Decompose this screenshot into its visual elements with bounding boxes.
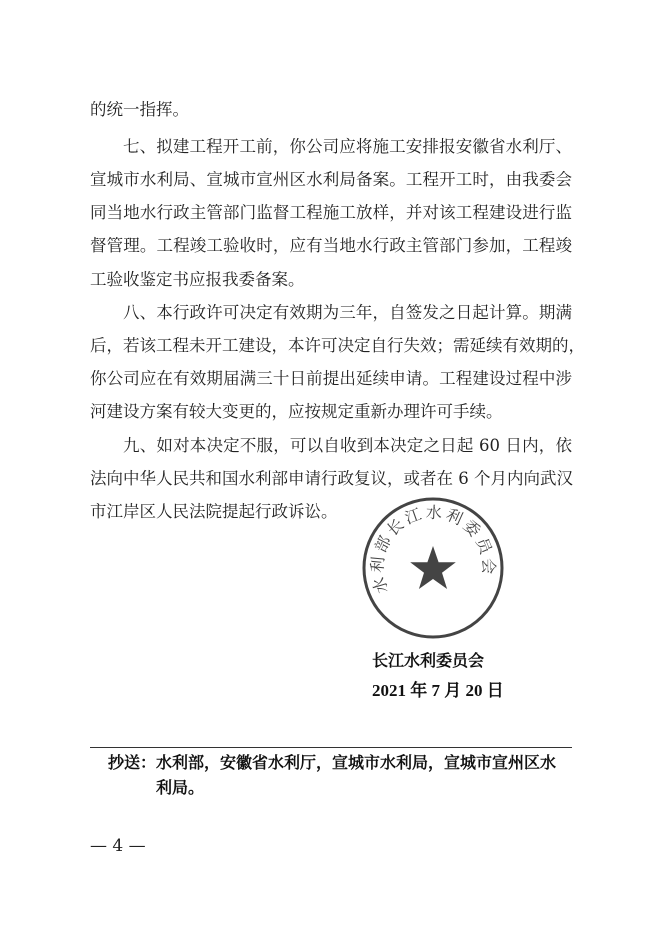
paragraph-line: 督管理。工程竣工验收时，应有当地水行政主管部门参加，工程竣 xyxy=(90,236,572,255)
paragraph-line: 的统一指挥。 xyxy=(90,100,189,119)
signature-date: 2021 年 7 月 20 日 xyxy=(372,681,504,700)
paragraph-line: 市江岸区人民法院提起行政诉讼。 xyxy=(90,502,338,521)
page-number: — 4 — xyxy=(90,836,146,856)
cc-label: 抄送： xyxy=(108,753,157,772)
paragraph-line: 工验收鉴定书应报我委备案。 xyxy=(90,270,305,289)
cc-recipients: 水利部，安徽省水利厅，宣城市水利局，宣城市宣州区水 xyxy=(156,753,557,772)
divider xyxy=(90,747,572,748)
cc-recipients-cont: 利局。 xyxy=(156,778,205,797)
seal-text: 水利部长江水利委员会 xyxy=(367,502,499,596)
paragraph-line: 八、本行政许可决定有效期为三年，自签发之日起计算。期满 xyxy=(123,303,572,322)
paragraph-line: 宣城市水利局、宣城市宣州区水利局备案。工程开工时，由我委会 xyxy=(90,170,572,189)
official-seal xyxy=(361,496,505,640)
paragraph-line: 法向中华人民共和国水利部申请行政复议，或者在 6 个月内向武汉 xyxy=(90,469,573,488)
paragraph-line: 同当地水行政主管部门监督工程施工放样，并对该工程建设进行监 xyxy=(90,203,572,222)
paragraph-line: 九、如对本决定不服，可以自收到本决定之日起 60 日内，依 xyxy=(123,436,572,455)
signature-org: 长江水利委员会 xyxy=(372,651,485,670)
star-icon xyxy=(410,546,456,589)
paragraph-line: 七、拟建工程开工前，你公司应将施工安排报安徽省水利厅、 xyxy=(123,137,572,156)
paragraph-line: 后，若该工程未开工建设，本许可决定自行失效；需延续有效期的， xyxy=(90,336,585,355)
paragraph-line: 你公司应在有效期届满三十日前提出延续申请。工程建设过程中涉 xyxy=(90,369,572,388)
paragraph-line: 河建设方案有较大变更的，应按规定重新办理许可手续。 xyxy=(90,402,503,421)
